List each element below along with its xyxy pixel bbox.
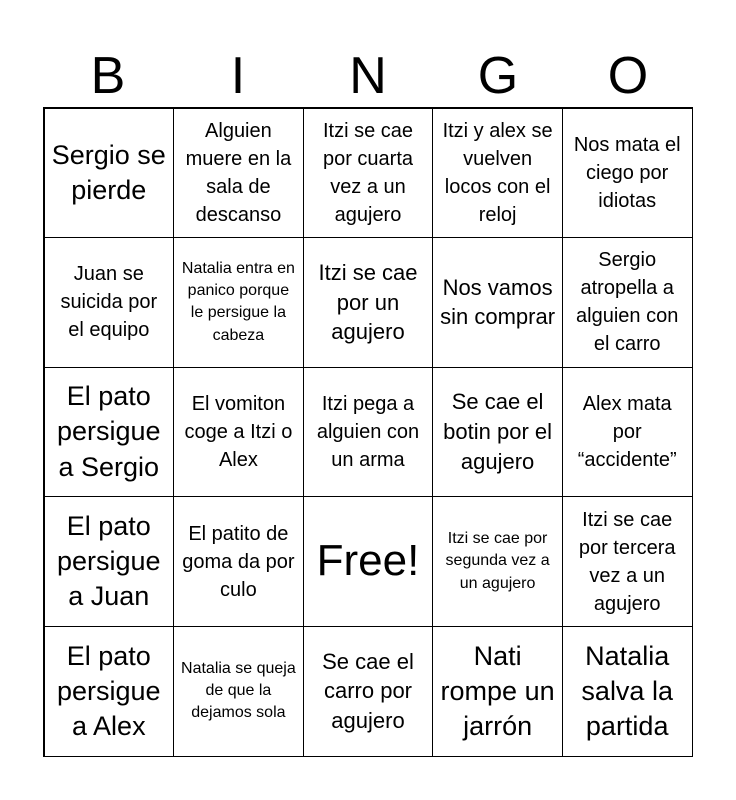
header-letter-g: G (477, 47, 519, 105)
bingo-cell[interactable]: Itzi se cae por un agujero (303, 237, 434, 368)
bingo-header (43, 44, 693, 108)
bingo-cell[interactable]: Natalia se queja de que la dejamos sola (173, 626, 304, 757)
bingo-cell[interactable]: Nos vamos sin comprar (432, 237, 563, 368)
bingo-cell[interactable]: Juan se suicida por el equipo (44, 237, 175, 368)
header-letter-o: O (607, 47, 649, 105)
bingo-cell[interactable]: Nos mata el ciego por idiotas (562, 108, 693, 239)
bingo-cell[interactable]: Sergio atropella a alguien con el carro (562, 237, 693, 368)
bingo-cell[interactable]: Sergio se pierde (44, 108, 175, 239)
bingo-grid (43, 107, 693, 757)
bingo-cell[interactable]: Alguien muere en la sala de descanso (173, 108, 304, 239)
bingo-cell[interactable]: El pato persigue a Alex (44, 626, 175, 757)
bingo-cell[interactable]: Natalia salva la partida (562, 626, 693, 757)
bingo-cell[interactable]: Se cae el botin por el agujero (432, 367, 563, 498)
header-letter-b: B (90, 47, 126, 105)
header-letter-i: I (230, 47, 246, 105)
bingo-cell[interactable]: Itzi y alex se vuelven locos con el reloj (432, 108, 563, 239)
bingo-cell[interactable]: Nati rompe un jarrón (432, 626, 563, 757)
free-space-cell[interactable]: Free! (303, 496, 434, 627)
header-letter-n: N (349, 47, 387, 105)
bingo-cell[interactable]: Natalia entra en panico porque le persigue la cabeza (173, 237, 304, 368)
bingo-cell[interactable]: Itzi se cae por segunda vez a un agujero (432, 496, 563, 627)
bingo-cell[interactable]: Alex mata por “accidente” (562, 367, 693, 498)
bingo-cell[interactable]: Itzi pega a alguien con un arma (303, 367, 434, 498)
bingo-cell[interactable]: El vomiton coge a Itzi o Alex (173, 367, 304, 498)
bingo-cell[interactable]: El pato persigue a Juan (44, 496, 175, 627)
bingo-cell[interactable]: El pato persigue a Sergio (44, 367, 175, 498)
bingo-cell[interactable]: Itzi se cae por tercera vez a un agujero (562, 496, 693, 627)
bingo-cell[interactable]: El patito de goma da por culo (173, 496, 304, 627)
bingo-cell[interactable]: Se cae el carro por agujero (303, 626, 434, 757)
bingo-cell[interactable]: Itzi se cae por cuarta vez a un agujero (303, 108, 434, 239)
